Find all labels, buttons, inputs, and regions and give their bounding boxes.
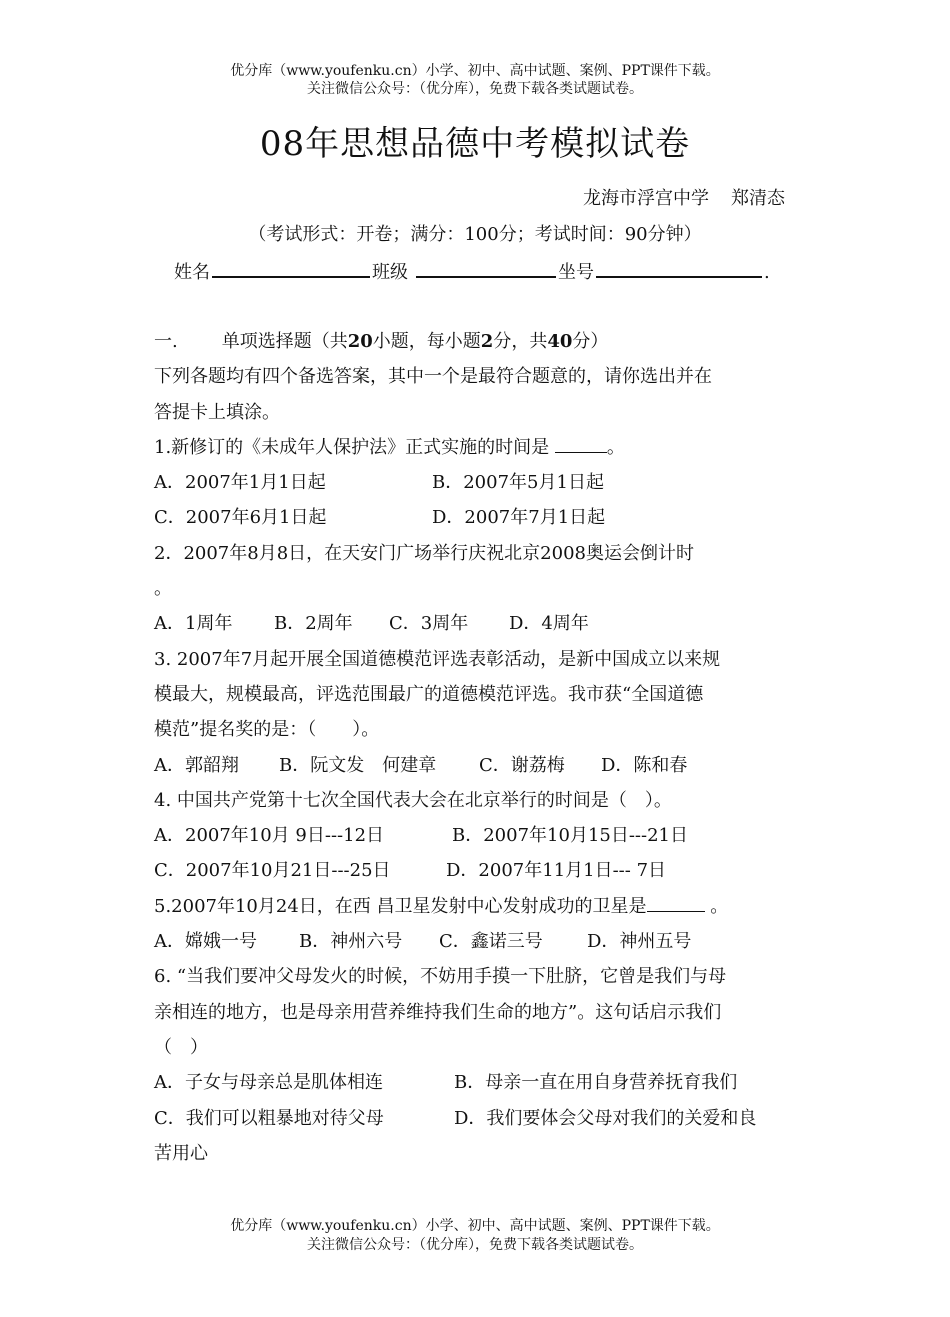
q3-stem-2: 模最大，规模最高，评选范围最广的道德模范评选。我市获“全国道德 xyxy=(154,683,704,705)
q6-option-d-cont: 苦用心 xyxy=(154,1142,208,1164)
q1-answer-blank xyxy=(555,432,607,453)
q3-stem-3: 模范”提名奖的是：（ ）。 xyxy=(154,719,380,741)
section-title-pre: 单项选择题（共 xyxy=(221,331,348,352)
q1-stem xyxy=(154,430,800,465)
seat-blank[interactable] xyxy=(596,256,762,278)
q5-answer-blank xyxy=(647,891,705,912)
q3-option-c[interactable]: C．谢荔梅 xyxy=(479,754,565,776)
q4-options-cd xyxy=(154,853,800,888)
name-blank[interactable] xyxy=(212,256,370,278)
question-count: 20 xyxy=(347,331,373,352)
q2-option-d[interactable]: D．4周年 xyxy=(509,613,589,635)
q1-option-a[interactable]: A．2007年1月1日起 xyxy=(154,472,326,494)
footer-line-1: 优分库（www.youfenku.cn）小学、初中、高中试题、案例、PPT课件下载。 xyxy=(230,1218,720,1234)
q2-option-a[interactable]: A．1周年 xyxy=(154,613,233,635)
section-heading xyxy=(154,324,800,359)
q4-option-b[interactable]: B．2007年10月15日---21日 xyxy=(452,825,688,847)
seat-label: 坐号 xyxy=(558,262,594,283)
q3-option-b[interactable]: B．阮文发 何建章 xyxy=(279,754,437,776)
q2-stem-1: 2．2007年8月8日，在天安门广场举行庆祝北京2008奥运会倒计时 xyxy=(154,542,694,564)
header-line-1: 优分库（www.youfenku.cn）小学、初中、高中试题、案例、PPT课件下载。 xyxy=(230,63,720,79)
section-title-mid2: 分，共 xyxy=(493,331,548,352)
q4-options-ab xyxy=(154,818,800,853)
instruction-line-1: 下列各题均有四个备选答案，其中一个是最符合题意的，请你选出并在 xyxy=(154,366,712,388)
q4-option-a[interactable]: A．2007年10月 9日---12日 xyxy=(154,825,385,847)
section-number: 一. xyxy=(154,331,178,352)
class-label: 班级 xyxy=(372,262,408,283)
q2-stem-2: 。 xyxy=(154,578,172,600)
q2-option-b[interactable]: B．2周年 xyxy=(274,613,353,635)
section-title-end: 分） xyxy=(572,331,609,352)
q1-option-b[interactable]: B．2007年5月1日起 xyxy=(432,472,604,494)
q5-stem xyxy=(154,889,800,924)
q3-options xyxy=(154,748,800,783)
q6-options-cd xyxy=(154,1101,800,1136)
author-line xyxy=(583,186,785,212)
exam-info: （考试形式：开卷；满分：100分；考试时间：90分钟） xyxy=(248,224,702,245)
points-per-question: 2 xyxy=(480,331,494,352)
q1-option-c[interactable]: C．2007年6月1日起 xyxy=(154,507,327,529)
q1-stem-text: 1.新修订的《未成年人保护法》正式实施的时间是 xyxy=(154,436,550,458)
q6-stem-1: 6. “当我们要冲父母发火的时候，不妨用手摸一下肚脐，它曾是我们与母 xyxy=(154,966,727,988)
header-line-2: 关注微信公众号：（优分库），免费下载各类试题试卷。 xyxy=(307,81,643,97)
q5-option-b[interactable]: B．神州六号 xyxy=(299,931,403,953)
instruction-line-2: 答提卡上填涂。 xyxy=(154,401,280,423)
student-fields xyxy=(174,256,770,287)
footer-line-2: 关注微信公众号：（优分库），免费下载各类试题试卷。 xyxy=(307,1237,643,1253)
q3-stem-1: 3. 2007年7月起开展全国道德模范评选表彰活动，是新中国成立以来规 xyxy=(154,648,721,670)
q5-option-a[interactable]: A．嫦娥一号 xyxy=(154,931,257,953)
class-blank[interactable] xyxy=(416,256,556,278)
q2-options xyxy=(154,606,800,641)
q4-option-c[interactable]: C．2007年10月21日---25日 xyxy=(154,860,391,882)
author-name: 郑清态 xyxy=(731,188,785,209)
q6-option-b[interactable]: B．母亲一直在用自身营养抚育我们 xyxy=(454,1072,738,1094)
q3-option-a[interactable]: A．郭韶翔 xyxy=(154,754,239,776)
q1-options-cd xyxy=(154,500,800,535)
q5-option-c[interactable]: C．鑫诺三号 xyxy=(439,931,543,953)
q2-option-c[interactable]: C．3周年 xyxy=(389,613,469,635)
section-title-mid1: 小题，每小题 xyxy=(372,331,481,352)
q1-stem-end: 。 xyxy=(606,436,625,458)
q1-options-ab xyxy=(154,465,800,500)
q5-stem-text: 5.2007年10月24日，在西 昌卫星发射中心发射成功的卫星是 xyxy=(154,895,647,917)
q5-options xyxy=(154,924,800,959)
q6-stem-2: 亲相连的地方，也是母亲用营养维持我们生命的地方”。这句话启示我们 xyxy=(154,1001,722,1023)
q5-stem-end: 。 xyxy=(704,895,729,917)
q6-option-c[interactable]: C．我们可以粗暴地对待父母 xyxy=(154,1107,384,1129)
q4-stem: 4. 中国共产党第十七次全国代表大会在北京举行的时间是（ ）。 xyxy=(154,789,672,811)
q6-stem-3: （ ） xyxy=(154,1036,208,1058)
q3-option-d[interactable]: D．陈和春 xyxy=(601,754,688,776)
q5-option-d[interactable]: D．神州五号 xyxy=(587,931,692,953)
page-title: 08年思想品德中考模拟试卷 xyxy=(259,124,691,164)
fields-end: . xyxy=(764,262,770,283)
q1-option-d[interactable]: D．2007年7月1日起 xyxy=(432,507,606,529)
q6-option-a[interactable]: A．子女与母亲总是肌体相连 xyxy=(154,1072,383,1094)
total-points: 40 xyxy=(547,331,573,352)
q4-option-d[interactable]: D．2007年11月1日--- 7日 xyxy=(446,860,667,882)
exam-body xyxy=(154,324,800,1171)
author-school: 龙海市浮宫中学 xyxy=(583,188,709,209)
q6-option-d[interactable]: D．我们要体会父母对我们的关爱和良 xyxy=(454,1107,757,1129)
q6-options-ab xyxy=(154,1065,800,1100)
name-label: 姓名 xyxy=(174,262,210,283)
